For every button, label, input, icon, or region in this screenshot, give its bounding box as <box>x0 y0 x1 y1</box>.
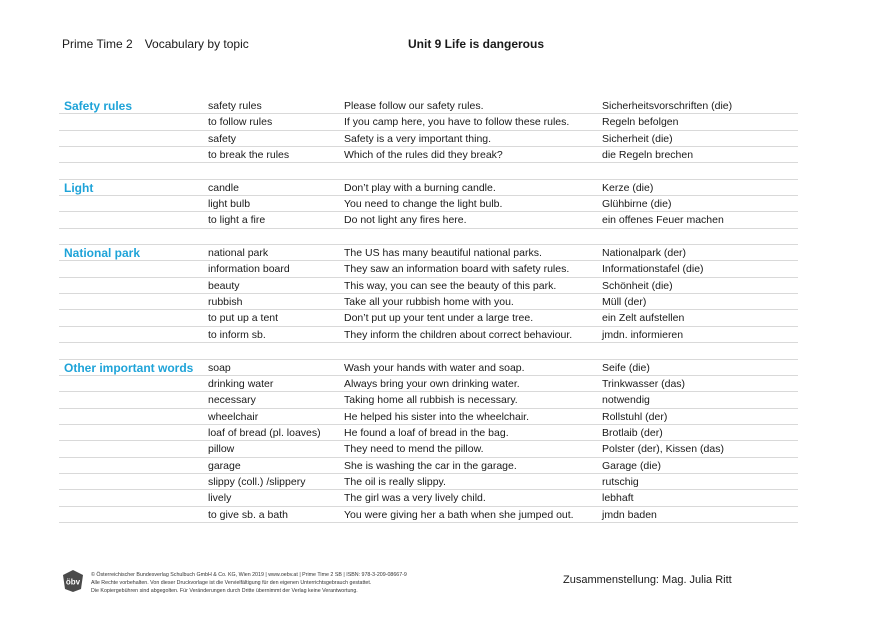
example-sentence: He helped his sister into the wheelchair. <box>344 410 530 423</box>
vocab-word: to give sb. a bath <box>208 508 288 521</box>
header-left <box>62 37 249 51</box>
german-translation: Trinkwasser (das) <box>602 377 686 390</box>
vocab-word: to follow rules <box>208 116 273 129</box>
vocab-row <box>59 131 798 147</box>
vocab-row <box>59 212 798 228</box>
vocab-word: soap <box>208 361 231 374</box>
vocab-row <box>59 490 798 506</box>
vocab-word: to inform sb. <box>208 328 266 341</box>
german-translation: Nationalpark (der) <box>602 247 687 260</box>
vocab-word: drinking water <box>208 377 274 390</box>
vocab-row <box>59 114 798 130</box>
vocab-word: lively <box>208 492 232 505</box>
example-sentence: Don’t play with a burning candle. <box>344 181 496 194</box>
vocab-word: necessary <box>208 394 256 407</box>
german-translation: Sicherheit (die) <box>602 132 673 145</box>
vocab-word: to light a fire <box>208 214 266 227</box>
vocab-row <box>59 327 798 343</box>
vocab-row <box>59 474 798 490</box>
german-translation: Brotlaib (der) <box>602 426 663 439</box>
vocab-row <box>59 310 798 326</box>
example-sentence: He found a loaf of bread in the bag. <box>344 426 509 439</box>
example-sentence: The girl was a very lively child. <box>344 492 486 505</box>
compiler-credit: Zusammenstellung: Mag. Julia Ritt <box>563 574 732 586</box>
vocab-row <box>59 392 798 408</box>
german-translation: notwendig <box>602 394 650 407</box>
topic-heading: Other important words <box>64 360 194 375</box>
vocab-word: safety rules <box>208 100 262 112</box>
example-sentence: Do not light any fires here. <box>344 214 467 227</box>
vocab-word: slippy (coll.) /slippery <box>208 475 306 488</box>
topic-heading: Light <box>64 180 94 195</box>
vocab-word: rubbish <box>208 296 243 309</box>
german-translation: ein offenes Feuer machen <box>602 214 724 227</box>
german-translation: Glühbirne (die) <box>602 198 672 211</box>
copyright-line: © Österreichischer Bundesverlag Schulbuch GmbH & Co. KG, Wien 2019 | www.oebv.at | Prime Time 2 SB | ISBN: 978-3-209-08667-9 <box>91 572 407 578</box>
vocab-row <box>59 294 798 310</box>
german-translation: lebhaft <box>602 492 634 505</box>
example-sentence: This way, you can see the beauty of this park. <box>344 279 557 292</box>
example-sentence: Taking home all rubbish is necessary. <box>344 394 518 407</box>
german-translation: rutschig <box>602 475 639 488</box>
vocab-row <box>59 458 798 474</box>
section-spacer-row <box>59 163 798 179</box>
vocab-word: garage <box>208 459 241 472</box>
example-sentence: Always bring your own drinking water. <box>344 377 520 390</box>
example-sentence: Wash your hands with water and soap. <box>344 361 525 374</box>
example-sentence: Don’t put up your tent under a large tree. <box>344 312 534 325</box>
example-sentence: The US has many beautiful national parks. <box>344 247 542 260</box>
example-sentence: If you camp here, you have to follow these rules. <box>344 116 570 129</box>
vocab-word: information board <box>208 263 290 276</box>
vocab-word: national park <box>208 247 269 260</box>
course-name: Prime Time 2 <box>62 37 133 51</box>
section-spacer-row <box>59 229 798 245</box>
vocab-row <box>59 196 798 212</box>
vocab-word: loaf of bread (pl. loaves) <box>208 426 321 439</box>
vocab-row <box>59 147 798 163</box>
vocab-word: pillow <box>208 443 235 456</box>
example-sentence: Safety is a very important thing. <box>344 132 492 145</box>
vocab-word: safety <box>208 132 237 145</box>
vocab-row <box>59 180 798 196</box>
example-sentence: You were giving her a bath when she jumped out. <box>344 508 574 521</box>
german-translation: Seife (die) <box>602 361 650 374</box>
german-translation: Regeln befolgen <box>602 116 679 129</box>
vocab-word: wheelchair <box>208 410 259 423</box>
german-translation: Kerze (die) <box>602 181 654 194</box>
example-sentence: Which of the rules did they break? <box>344 149 503 162</box>
topic-heading: National park <box>64 246 141 261</box>
example-sentence: She is washing the car in the garage. <box>344 459 517 472</box>
unit-title: Unit 9 Life is dangerous <box>408 37 545 51</box>
topic-heading: Safety rules <box>64 99 133 113</box>
vocab-word: to put up a tent <box>208 312 279 325</box>
vocab-word: candle <box>208 181 239 194</box>
vocab-row <box>59 409 798 425</box>
example-sentence: They inform the children about correct behaviour. <box>344 328 573 341</box>
vocab-row <box>59 376 798 392</box>
vocab-row <box>59 507 798 523</box>
german-translation: Informationstafel (die) <box>602 263 704 276</box>
vocab-row <box>59 441 798 457</box>
oebv-logo <box>60 569 86 593</box>
example-sentence: Take all your rubbish home with you. <box>344 296 514 309</box>
vocab-word: to break the rules <box>208 149 290 162</box>
vocabulary-table <box>59 98 798 523</box>
german-translation: Schönheit (die) <box>602 279 673 292</box>
vocab-word: beauty <box>208 279 240 292</box>
german-translation: Garage (die) <box>602 459 661 472</box>
example-sentence: Please follow our safety rules. <box>344 100 484 112</box>
german-translation: ein Zelt aufstellen <box>602 312 685 325</box>
vocab-row <box>59 278 798 294</box>
german-translation: Müll (der) <box>602 296 647 309</box>
vocab-word: light bulb <box>208 198 251 211</box>
vocab-row <box>59 98 798 114</box>
example-sentence: They need to mend the pillow. <box>344 443 484 456</box>
german-translation: jmdn. informieren <box>602 328 684 341</box>
copyright-notice <box>91 572 407 596</box>
oebv-logo-text: öbv <box>65 577 81 587</box>
german-translation: Sicherheitsvorschriften (die) <box>602 100 733 112</box>
german-translation: Rollstuhl (der) <box>602 410 668 423</box>
example-sentence: The oil is really slippy. <box>344 475 446 488</box>
german-translation: Polster (der), Kissen (das) <box>602 443 724 456</box>
vocab-row <box>59 261 798 277</box>
vocab-row <box>59 425 798 441</box>
vocab-row <box>59 245 798 261</box>
example-sentence: You need to change the light bulb. <box>344 198 503 211</box>
page-subtitle: Vocabulary by topic <box>144 37 249 51</box>
german-translation: jmdn baden <box>602 508 657 521</box>
copyright-line: Die Kopiergebühren sind abgegolten. Für Veränderungen durch Dritte übernimmt der Verlag keine Verantwortung. <box>91 587 358 594</box>
copyright-line: Alle Rechte vorbehalten. Von dieser Druckvorlage ist die Vervielfältigung für den eigenen Unterrichtsgebrauch gestattet. <box>91 579 372 586</box>
vocab-row <box>59 360 798 376</box>
example-sentence: They saw an information board with safety rules. <box>344 263 570 276</box>
german-translation: die Regeln brechen <box>602 149 694 162</box>
section-spacer-row <box>59 343 798 359</box>
